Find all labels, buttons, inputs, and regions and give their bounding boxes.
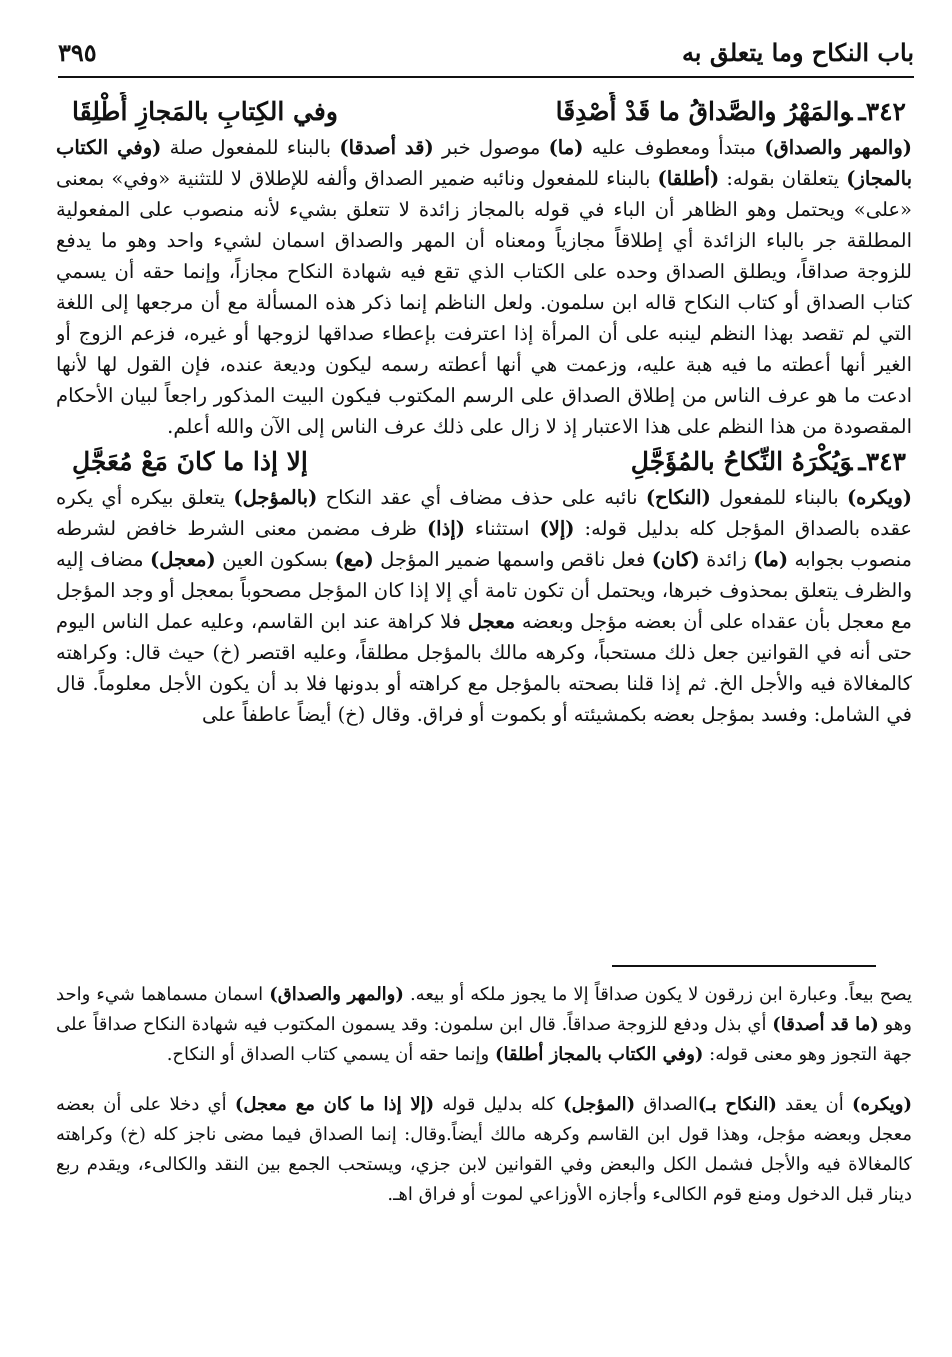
footnotes: [56, 980, 912, 1330]
commentary-paragraph: (ويكره) بالبناء للمفعول (النكاح) نائبه على حذف مضاف أي عقد النكاح (بالمؤجل) يتعلق بيكره أي يكره عقده بالصداق المؤجل كله بدليل قوله: (إلا) استثناء (إذا) ظرف مضمن معنى الشرط خافض لشرطه منصوب بجوابه (ما) زائدة (كان) فعل ناقص واسمها ضمير المؤجل (مع) بسكون العين (معجل) مضاف إليه والظرف يتعلق بمحذوف خبرها، ويحتمل أن تكون تامة أي إلا إذا كان المؤجل مصحوباً بمعجل أو وجد المؤجل مع معجل بأن عقداه على أن بعضه مؤجل وبعضه معجل فلا كراهة عند ابن القاسم، وعليه عمل الناس اليوم حتى أنه في القوانين جعل ذلك مستحباً، وكرهه مالك بالمؤجل مطلقاً، وعليه اقتصر (خ) حيث قال: وكراهته كالمغالاة فيه والأجل الخ. ثم إذا قلنا بصحته بالمؤجل مع كراهته أو بدونها فلا بد أن يكون الأجل معلوماً. قال في الشامل: وفسد بمؤجل بعضه بكمشيئته أو بكموت أو فراق. وقال (خ) أيضاً عاطفاً على: [56, 486, 912, 726]
verse-number: ٣٤٣ـ: [858, 447, 906, 476]
verse-first-hemistich: ٣٤٣ـوَيُكْرَهُ النِّكاحُ بالمُؤَجَّلِ: [630, 447, 906, 476]
footnote-paragraph: يصح بيعاً. وعبارة ابن زرقون لا يكون صداقاً إلا ما يجوز ملكه أو بيعه. (والمهر والصداق) اسمان مسماهما شيء واحد وهو (ما قد أصدقا) أي بذل ودفع للزوجة صداقاً. قال ابن سلمون: وقد يسمون المكتوب فيه شهادة النكاح صداقاً على جهة التجوز وهو معنى قوله: (وفي الكتاب بالمجاز أطلقا) وإنما حقه أن يسمي كتاب الصداق أو النكاح.: [56, 984, 912, 1065]
verse-343: [56, 444, 912, 480]
verse-second-hemistich: إلا إذا ما كانَ مَعْ مُعَجَّلِ: [72, 447, 308, 476]
verse-342: [56, 94, 912, 130]
page-header: [58, 28, 914, 78]
verse-second-hemistich: وفي الكِتابِ بالمَجازِ أُطْلِقَا: [72, 97, 338, 126]
chapter-title: باب النكاح وما يتعلق به: [681, 37, 914, 67]
commentary-paragraph: (والمهر والصداق) مبتدأ ومعطوف عليه (ما) موصول خبر (قد أصدقا) بالبناء للمفعول صلة (وفي الكتاب بالمجاز) يتعلقان بقوله: (أطلقا) بالبناء للمفعول ونائبه ضمير الصداق وألفه للإطلاق لا للتثنية «وفي» بمعنى «على» ويحتمل وهو الظاهر أن الباء في قوله بالمجاز زائدة لا تتعلق بشيء لأنه منصوب على المفعولية المطلقة جر بالباء الزائدة أي إطلاقاً مجازياً ومعناه أن المهر والصداق اسمان لشيء واحد وهو ما يدفع للزوجة صداقاً، ويطلق الصداق وحده على الكتاب الذي تقع فيه شهادة النكاح مجازاً، وإنما حقه أن يسمي كتاب الصداق أو كتاب النكاح قاله ابن سلمون. ولعل الناظم إنما ذكر هذه المسألة مع أن مرجعها إلى اللغة التي لم تقصد بهذا النظم لينبه على أن المرأة إذا اعترفت بإعطاء صداقها لزوجها أو غيره، فزعم الزوج أو الغير أنها أعطته ما فيه هبة عليه، وزعمت هي أنها أعطته رسمه ليكون وديعة عنده، فإن القول لها لأنها ادعت ما هو عرف الناس من إطلاق الصداق على الرسم المكتوب فيكون البيت المذكور راجعاً لبيان الأحكام المقصودة من هذا النظم على هذا الاعتبار إذ لا زال على ذلك عرف الناس إلى الآن والله أعلم.: [56, 136, 912, 438]
verse-number: ٣٤٢ـ: [858, 97, 906, 126]
verse-first-hemistich: ٣٤٢ـوالمَهْرُ والصَّداقُ ما قَدْ أُصْدِقَا: [555, 97, 906, 126]
page-number: ٣٩٥: [58, 37, 97, 67]
main-text: [56, 92, 912, 927]
footnote-separator: [612, 965, 876, 967]
footnote-paragraph: (ويكره) أن يعقد (النكاح بـ)الصداق (المؤجل) كله بدليل قوله (إلا إذا ما كان مع معجل) أي دخلا على أن بعضه معجل وبعضه مؤجل، وهذا قول ابن القاسم وكرهه مالك أيضاً.وقال: إنما الصداق فيما مضى ناجز كله (خ) وكراهته كالمغالاة فيه والأجل فشمل الكل والبعض وفي القوانين لابن جزي، ويستحب الجمع بين النقد والكالىء، ويقدم ربع دينار قبل الدخول ومنع قوم الكالىء وأجازه الأوزاعي لموت أو فراق اهـ.: [56, 1094, 912, 1205]
